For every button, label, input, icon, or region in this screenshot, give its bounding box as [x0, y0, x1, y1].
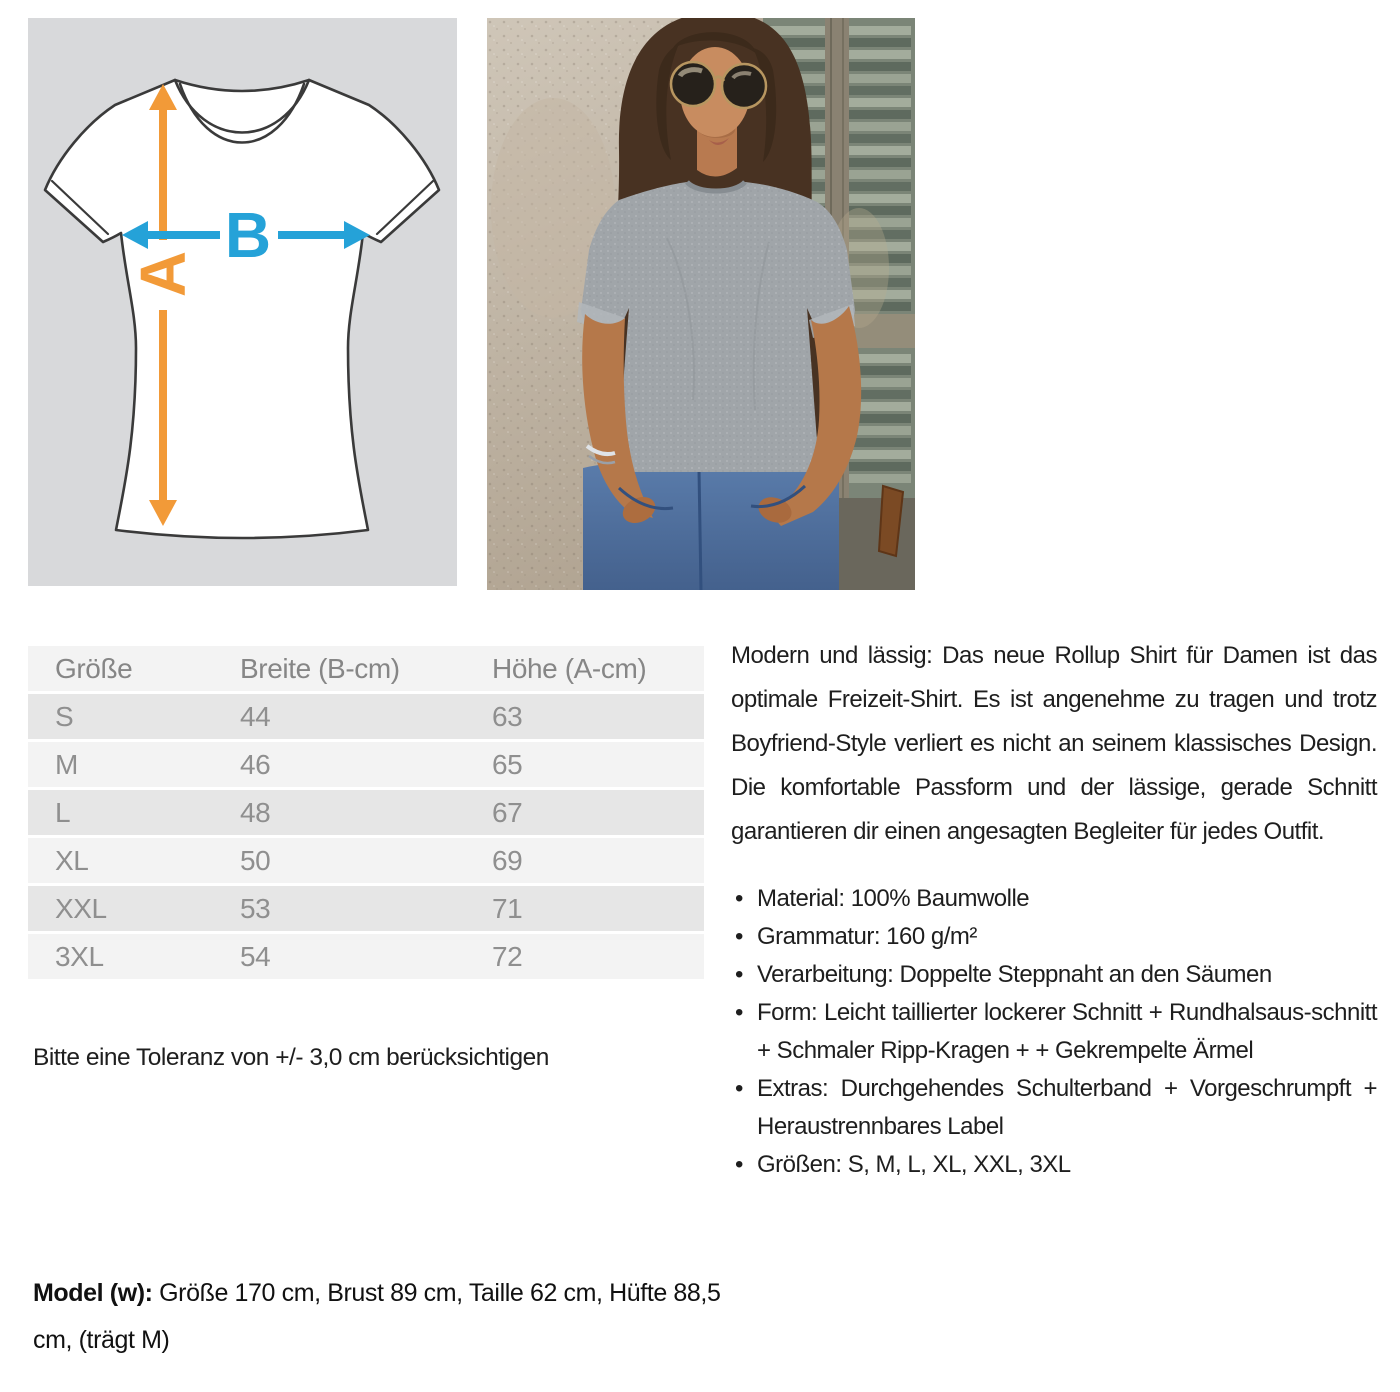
table-row-xxl — [28, 886, 704, 931]
header-size: Größe — [28, 646, 213, 691]
feature-material: • Material: 100% Baumwolle — [731, 880, 1377, 918]
cell-width: 44 — [213, 694, 465, 739]
cell-height: 65 — [465, 742, 704, 787]
model-info-label: Model (w): — [33, 1279, 153, 1307]
feature-grammatur: • Grammatur: 160 g/m² — [731, 918, 1377, 956]
cell-width: 53 — [213, 886, 465, 931]
size-diagram-panel — [28, 18, 457, 586]
cell-width: 50 — [213, 838, 465, 883]
size-diagram — [28, 18, 457, 586]
table-row-xl — [28, 838, 704, 883]
cell-height: 69 — [465, 838, 704, 883]
feature-verarbeitung: • Verarbeitung: Doppelte Steppnaht an den Säumen — [731, 956, 1377, 994]
arrow-b-label: B — [224, 199, 272, 271]
cell-width: 46 — [213, 742, 465, 787]
cell-width: 54 — [213, 934, 465, 979]
cell-size: S — [28, 694, 213, 739]
cell-height: 63 — [465, 694, 704, 739]
cell-width: 48 — [213, 790, 465, 835]
model-photo-illustration — [487, 18, 915, 590]
cell-size: XL — [28, 838, 213, 883]
tolerance-note: Bitte eine Toleranz von +/- 3,0 cm berücksichtigen — [33, 1044, 549, 1071]
table-row-3xl — [28, 934, 704, 979]
cell-size: XXL — [28, 886, 213, 931]
cell-height: 67 — [465, 790, 704, 835]
cell-size: 3XL — [28, 934, 213, 979]
cell-size: M — [28, 742, 213, 787]
cell-size: L — [28, 790, 213, 835]
header-width: Breite (B-cm) — [213, 646, 465, 691]
arrow-a-label: A — [127, 250, 199, 298]
cell-height: 71 — [465, 886, 704, 931]
feature-form: • Form: Leicht taillierter lockerer Schnitt + Rundhalsaus-schnitt + Schmaler Ripp-Kragen + + Gekrempelte Ärmel — [731, 994, 1377, 1070]
description-paragraph: Modern und lässig: Das neue Rollup Shirt für Damen ist das optimale Freizeit-Shirt. Es ist angenehme zu tragen und trotz Boyfriend-Style verliert es nicht an seinem klassisches Design. Die komfortable Passform und der lässige, gerade Schnitt garantieren dir einen angesagten Begleiter für jedes Outfit. — [731, 642, 1377, 845]
model-photo — [487, 18, 915, 590]
feature-groessen: • Größen: S, M, L, XL, XXL, 3XL — [731, 1146, 1377, 1184]
feature-list — [731, 880, 1377, 1184]
model-info-text: Größe 170 cm, Brust 89 cm, Taille 62 cm, Hüfte 88,5 cm, (trägt M) — [33, 1279, 721, 1354]
feature-extras: • Extras: Durchgehendes Schulterband + Vorgeschrumpft + Heraustrennbares Label — [731, 1070, 1377, 1146]
table-row-s — [28, 694, 704, 739]
table-header-row — [28, 646, 704, 691]
size-table — [28, 646, 704, 982]
model-info — [33, 1270, 733, 1364]
table-row-m — [28, 742, 704, 787]
header-height: Höhe (A-cm) — [465, 646, 704, 691]
tshirt-outline — [45, 80, 439, 538]
cell-height: 72 — [465, 934, 704, 979]
product-description — [731, 634, 1377, 1184]
table-row-l — [28, 790, 704, 835]
